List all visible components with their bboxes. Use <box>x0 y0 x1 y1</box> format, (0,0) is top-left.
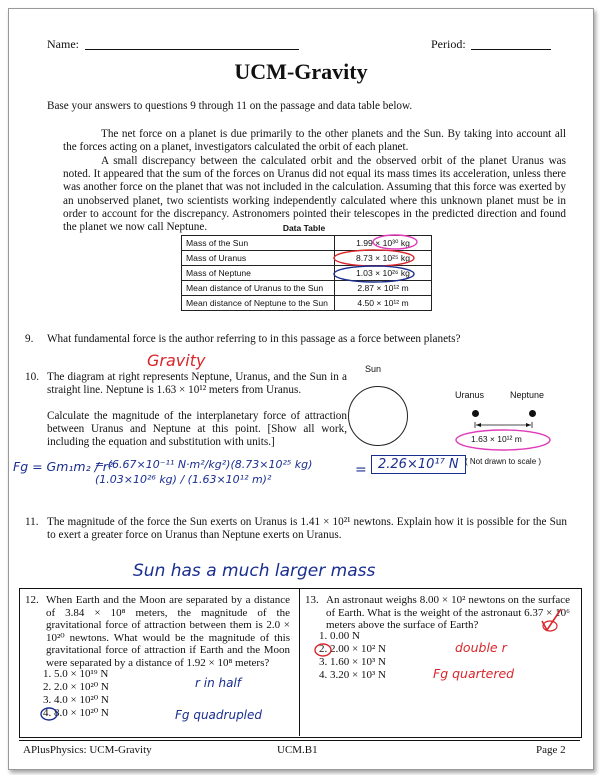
q10-text: The diagram at right represents Neptune, Uranus, and the Sun in a straight line. Neptune is 1.63 × 10¹² meters from Uranus. <box>47 371 347 397</box>
table-cell-value: 2.87 × 10¹² m <box>335 281 432 296</box>
worksheet-page <box>8 8 594 770</box>
footer-left: APlusPhysics: UCM-Gravity <box>23 744 152 756</box>
table-cell-value: 1.03 × 10²⁶ kg <box>335 266 432 281</box>
q12-note-2: Fg quadrupled <box>175 708 263 722</box>
distance-label: 1.63 × 10¹² m <box>471 434 522 444</box>
q12-option-3: 3. 4.0 × 10²⁰ N <box>43 694 109 706</box>
q13-option-2: 2. 2.00 × 10² N <box>319 643 386 655</box>
q13-note-1: double r <box>455 640 507 655</box>
intro-text: Base your answers to questions 9 through 11 on the passage and data table below. <box>47 100 413 112</box>
q11-handwritten-answer: Sun has a much larger mass <box>133 561 376 581</box>
q13-note-2: Fg quartered <box>433 666 515 681</box>
table-cell-value: 4.50 × 10¹² m <box>335 296 432 311</box>
q10-work-equation: Fg = Gm₁m₂ / r² <box>13 459 113 474</box>
equals-sign: = <box>355 462 367 478</box>
table-cell-label: Mass of the Sun <box>182 236 335 251</box>
q13-text: An astronaut weighs 8.00 × 10² newtons on the surface of Earth. What is the weight of the astronaut 6.37 × 10⁶ meters above the surface of Earth? <box>326 594 570 632</box>
sun-label: Sun <box>365 364 382 374</box>
table-cell-label: Mass of Uranus <box>182 251 335 266</box>
scale-note: ( Not drawn to scale ) <box>465 457 542 466</box>
q12-note-1: r in half <box>195 676 242 690</box>
q10-number: 10. <box>25 371 39 383</box>
footer-rule <box>19 740 580 741</box>
passage-paragraph-2: A small discrepancy between the calculated orbit and the observed orbit of the planet Uranus was noted. It appeared that the sum of the forces on Uranus did not equal its mass times its acceleration, unless there was another force on the planet that was not included in the calculation. Assuming that this force was exerted by an unobserved planet, two scientists working independently calculated where this unknown planet must be in order to account for the discrepancy. Astronomers pointed their telescopes in the predicted direction and found the planet we now call Neptune. <box>63 155 566 234</box>
q11-text: The magnitude of the force the Sun exerts on Uranus is 1.41 × 10²¹ newtons. Explain how it is possible for the Sun to exert a greater force on Uranus than Neptune exerts on Uranus. <box>47 516 567 542</box>
table-cell-value: 1.99 × 10³⁰ kg <box>335 236 432 251</box>
q12-text: When Earth and the Moon are separated by a distance of 3.84 × 10⁸ meters, the magnitude of the gravitational force of attraction between them is 2.0 × 10²⁰ newtons. What would be the magnitude of this gravitational force of attraction if Earth and the Moon were separated by a distance of 1.92 × 10⁸ meters? <box>46 594 290 669</box>
q12-option-4: 4. 8.0 × 10²⁰ N <box>43 707 109 719</box>
q10-instructions: Calculate the magnitude of the interplanetary force of attraction between Uranus and Neptune at this point. [Show all work, including the equation and substitution with units.] <box>47 410 347 449</box>
q12-option-1: 1. 5.0 × 10¹⁹ N <box>43 668 109 680</box>
table-cell-label: Mass of Neptune <box>182 266 335 281</box>
q9-text: What fundamental force is the author referring to in this passage as a force between planets? <box>47 333 461 345</box>
page-title: UCM-Gravity <box>234 59 368 84</box>
checkmark-icon <box>542 609 561 631</box>
q9-handwritten-answer: Gravity <box>147 351 206 370</box>
q13-number: 13. <box>305 594 319 606</box>
footer-right: Page 2 <box>536 744 566 756</box>
neptune-label: Neptune <box>510 390 545 400</box>
q10-work-result: 2.26×10¹⁷ N <box>371 455 466 474</box>
passage-paragraph-1: The net force on a planet is due primarily to the other planets and the Sun. By taking into account all the forces acting on a planet, investigators calculated the orbit of each planet. <box>63 128 566 154</box>
q13-option-3: 3. 1.60 × 10³ N <box>319 656 386 668</box>
table-cell-value: 8.73 × 10²⁵ kg <box>335 251 432 266</box>
q12-option-2: 2. 2.0 × 10²⁰ N <box>43 681 109 693</box>
table-cell-label: Mean distance of Neptune to the Sun <box>182 296 335 311</box>
uranus-label: Uranus <box>455 390 485 400</box>
q12-number: 12. <box>25 594 39 606</box>
data-table-title: Data Table <box>282 223 326 233</box>
q10-work-substitution: = (6.67×10⁻¹¹ N·m²/kg²)(8.73×10²⁵ kg)(1.03×10²⁶ kg) / (1.63×10¹² m)² <box>95 458 313 486</box>
footer-center: UCM.B1 <box>277 744 318 756</box>
q9-number: 9. <box>25 333 34 345</box>
q13-option-1: 1. 0.00 N <box>319 630 360 642</box>
q11-number: 11. <box>25 516 39 528</box>
q13-option-4: 4. 3.20 × 10³ N <box>319 669 386 681</box>
table-cell-label: Mean distance of Uranus to the Sun <box>182 281 335 296</box>
q13-answer-circle <box>9 9 593 769</box>
name-label: Name: <box>47 37 79 51</box>
period-label: Period: <box>431 37 466 51</box>
